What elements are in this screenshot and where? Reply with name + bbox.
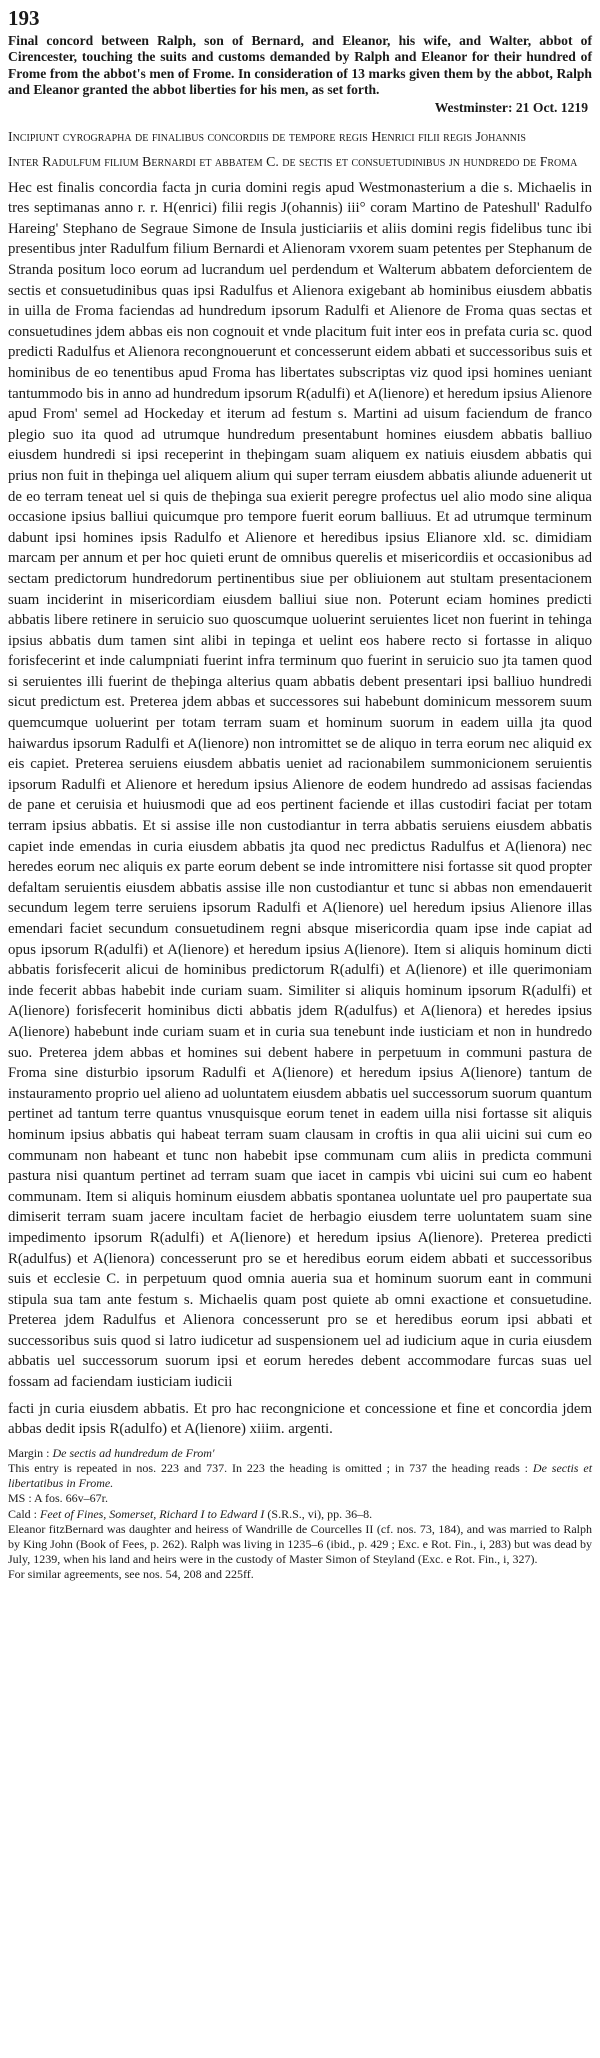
entry-summary: Final concord between Ralph, son of Bernard, and Eleanor, his wife, and Walter, abbot of Cirencester, touching the suits and customs demanded by Ralph and Eleanor for their hundred of Frome from the abbot's men of Frome. In consideration of 13 marks given them by the abbot, Ralph and Eleanor granted the abbot liberties for his men, as set forth. <box>8 33 592 98</box>
heading-incipit: Incipiunt cyrographa de finalibus concordiis de tempore regis Henrici filii regis Johannis <box>8 128 526 144</box>
document-page <box>8 6 592 1583</box>
cald-title: Feet of Fines, Somerset, Richard I to Edward I <box>40 1506 265 1521</box>
repeat-note <box>8 1461 592 1491</box>
repeat-text: This entry is repeated in nos. 223 and 737. In 223 the heading is omitted ; in 737 the heading reads : <box>8 1461 529 1476</box>
repeat-heading: De sectis et libertatibus in Frome. <box>8 1461 593 1491</box>
ms-note: MS : A fos. 66v–67r. <box>8 1491 109 1506</box>
charter-text-end: facti jn curia eiusdem abbatis. Et pro hac recongnicione et concessione et fine et concordia jdem abbas dedit ipsis R(adulfo) et A(lienore) xiiim. argenti. <box>8 1400 592 1438</box>
margin-text: De sectis ad hundredum de From' <box>52 1445 215 1460</box>
eleanor-note: Eleanor fitzBernard was daughter and heiress of Wandrille de Courcelles II (cf. nos. 73, 184), and was married to Ralph by King John (Book of Fees, p. 262). Ralph was living in 1235–6 (ibid., p. 429 ; Exc. e Rot. Fin., i, 283) but was dead by July, 1239, when his land and heirs were in the custody of Master Simon of Steyland (Exc. e Rot. Fin., i, 327). <box>8 1521 592 1567</box>
margin-label: Margin : <box>8 1445 50 1460</box>
similar-note: For similar agreements, see nos. 54, 208 and 225ff. <box>8 1567 254 1582</box>
cald-note <box>8 1507 592 1522</box>
entry-number: 193 <box>8 6 40 30</box>
charter-text: Hec est finalis concordia facta jn curia domini regis apud Westmonasterium a die s. Michaelis in tres septimanas anno r. r. H(enrici) filii regis J(ohannis) iii° coram Martino de Pateshull' Radulfo Hareing' Stephano de Segraue Simone de Insula justiciariis et aliis domini regis fidelibus tunc ibi presentibus jnter Radulfum filium Bernardi et Alienoram vxorem suam petentes per Stephanum de Stranda positum loco eorum ad lucrandum uel perdendum et Walterum abbatem deforcientem de sectis et consuetudinibus quas ipsi Radulfus et Alienora exigebant ab hominibus eiusdem abbatis in uilla de Froma faciendas ad hundredum ipsorum Radulfi et Alienore de Froma quas sectas et consuetudines jdem abbas eis non cognouit et vnde placitum fuit inter eos in prefata curia sc. quod predicti Radulfus et Alienora recongnouerunt et concesserunt eidem abbati et successoribus suis et hominibus de eo tenentibus apud Froma has libertates subscriptas viz quod ipsi homines ueniant tantummodo bis in anno ad hundredum ipsorum R(adulfi) et A(lienore) et heredum ipsius Alienore apud From' semel ad Hockeday et iterum ad festum s. Martini ad uisum faciendum de franco plegio suo ita quod ad utrumque hundredum presentabunt homines eiusdem abbatis balliuo eiusdem hundredi si ipsi receperint in theþingam suam aliquem ex natiuis eiusdem abbatis qui prius non fuit in theþinga uel aliquem alium qui super terram eiusdem abbatis aliunde aduenerit ut de eo terram teneat uel si quis de theþinga sua exierit peregre profectus uel alio modo sine aliqua occasione ipsius balliui quicumque pro tempore fuerit eorum balliuus. Et ad utrumque terminum dabunt ipsi homines ipsis Radulfo et Alienore et heredibus ipsius Elianore xld. sc. dimidiam marcam per annum et per hoc quieti erunt de omnibus querelis et misericordiis et occasionibus ad sectam predictorum hundredorum pertinentibus siue per obliuionem aut stultam presentacionem suam inciderint in misericordiam eiusdem balliui siue non. Poterunt eciam homines predicti abbatis libere retinere in seruicio suo quoscumque uoluerint seruientes licet non fuerint in tehinga ipsius abbatis dum tamen sint alibi in tepinga et uelint eos habere recto si fortasse in aliquo forisfecerint et inde calumpniati fuerint infra terminum quo fuerint in seruicio suo jta tamen quod si seruientes illi fuerint de theþinga alterius quam abbatis debent presentari ipsi balliuo hundredi sicut predictum est. Preterea jdem abbas et successores sui habebunt dominicum messorem suum quemcumque uoluerint per totam terram suam et hominum suorum in eadem uilla jta quod haiwardus ipsorum Radulfi et A(lienore) non intromittet se de aliquo in terra eorum nec aliquid ex eis capiet. Preterea seruiens eiusdem abbatis ueniet ad racionabilem summonicionem seruientis ipsorum Radulfi et Alienore et heredum ipsius Alienore de eodem hundredo ad assisas faciendas de pane et ceruisia et huiusmodi que ad eos pertinent faciende et illas custodiri faciat per totam terram ipsius abbatis. Et si assise ille non custodiantur in terra abbatis seruiens eiusdem abbatis capiet inde emendas in curia eiusdem abbatis jta quod nec predictus Radulfus et A(lienora) nec heredes eorum nec aliquis ex parte eorum debent se inde intromittere nisi fortasse sit quod propter defaltam seruientis eiusdem abbatis assise ille non custodiantur et tunc si abbas non emendauerit secundum legem terre seruiens ipsorum Radulfi et A(lienore) uel heredum ipsius Alienore illas emendari faciet secundum consuetudinem regni absque misericordia quam ipse inde capiat ad opus ipsorum R(adulfi) et A(lienore) et heredum ipsius A(lienore). Item si aliquis hominum dicti abbatis forisfecerit alicui de hominibus predictorum R(adulfi) et A(lienore) et ille querimoniam inde fecerit abbas habebit inde curiam suam. Similiter si aliquis hominum ipsorum R(adulfi) et A(lienore) forisfecerit hominibus dicti abbatis jdem R(adulfus) et A(lienora) et heredes ipsius A(lienore) habebunt inde curiam suam et in curia sua tenebunt inde iusticiam et non in hundredo suo. Preterea jdem abbas et homines sui debent habere in perpetuum in communi pastura de Froma sine disturbio ipsorum Radulfi et A(lienore) et heredum ipsius A(lienore) tantum de instauramento proprio uel alieno ad uoluntatem eiusdem abbatis uel successorum suorum quantum pertinet ad tantum terre quantus vnusquisque eorum tenet in eadem uilla nisi fortasse sit aliquis hominum ipsius abbatis qui habeat terram suam clausam in croftis in qua alii uicini sui cum eo communam non habeant et tunc non habebit ipse communam cum aliis in predicta communi pastura nisi quantum pertinet ad terram suam que iacet in campis vbi uicini sui cum eo habent communam. Item si aliquis hominum eiusdem abbatis spontanea uoluntate uel pro paupertate sua dimiserit terram suam jacere incultam faciet de herbagio eiusdem terre uoluntatem suam sine impedimento ipsorum R(adulfi) et A(lienore) et heredum ipsius A(lienore). Preterea predicti R(adulfus) et A(lienora) concesserunt pro se et heredibus eorum eidem abbati et successoribus suis et ecclesie C. in perpetuum quod omnia aueria sua et hominum suorum eant in communi stipula sua tam ante festum s. Michaelis quam post quiete ab omni exactione et consuetudine. Preterea jdem Radulfus et Alienora concesserunt pro se et heredibus eorum ipsi abbati et successoribus suis quod si latro iudicetur ad suspensionem uel ad iudicium aque in curia eiusdem abbatis uel successorum suorum ipsi et eorum heredes debent accommodare furcas suas uel fossam ad faciendam iusticiam iudicii <box>8 179 592 1391</box>
margin-note <box>8 1446 592 1461</box>
place-date: Westminster: 21 Oct. 1219 <box>434 99 588 115</box>
cald-rest: (S.R.S., vi), pp. 36–8. <box>267 1506 373 1521</box>
heading-rubric: Inter Radulfum filium Bernardi et abbatem C. de sectis et consuetudinibus jn hundredo de Froma <box>8 153 578 169</box>
editorial-notes <box>8 1446 592 1583</box>
cald-label: Cald : <box>8 1506 37 1521</box>
